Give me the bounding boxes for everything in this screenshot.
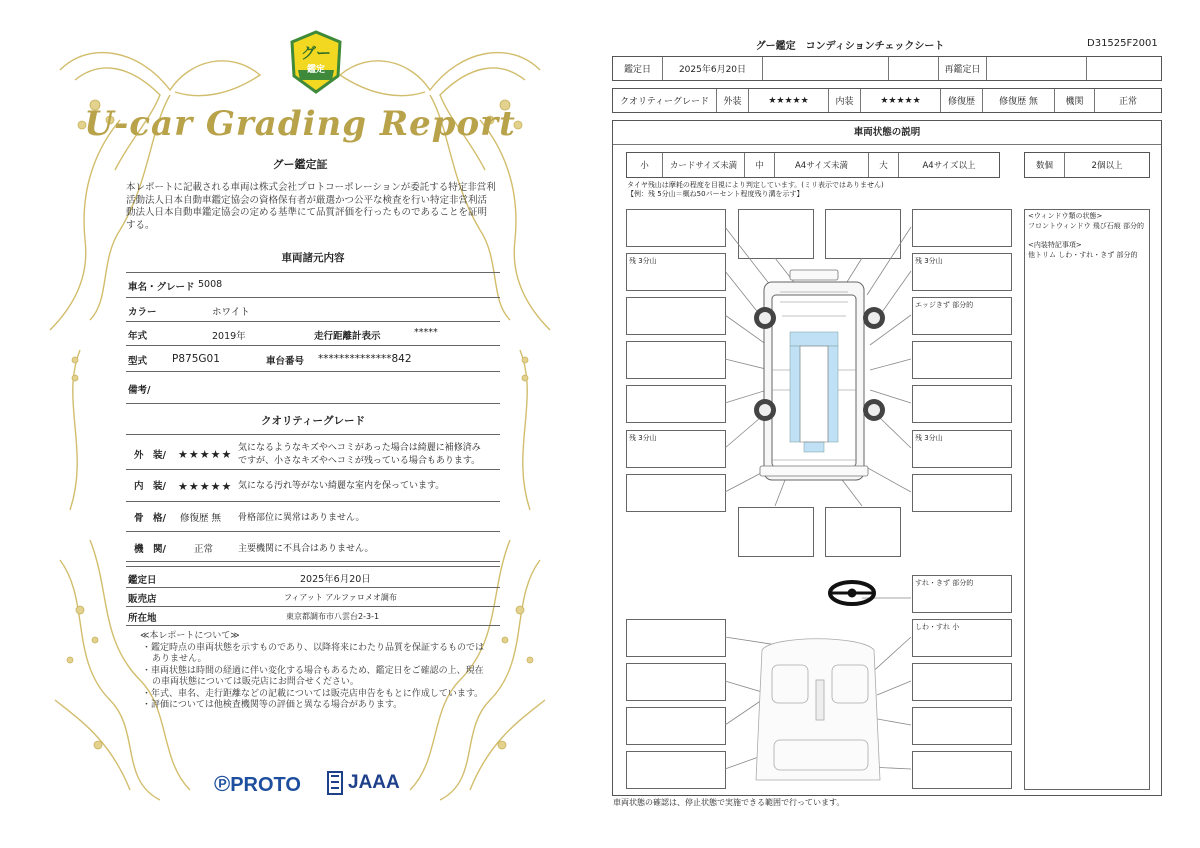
grade-exterior-desc-1: 気になるようなキズやヘコミがあった場合は綺麗に補修済み [238, 443, 481, 453]
footer-date-label: 鑑定日 [128, 575, 157, 586]
grade-section-title: クオリティーグレード [261, 415, 365, 427]
recheck-label: 再鑑定日 [939, 57, 987, 80]
grade-row-exterior [126, 434, 500, 470]
grade-table [612, 88, 1162, 113]
window-value: フロントウィンドウ 飛び石痕 部分的 [1028, 221, 1145, 230]
certificate-heading: グー鑑定証 [272, 158, 328, 171]
damage-box [626, 209, 726, 247]
footer-addr-label: 所在地 [128, 613, 157, 624]
report-title: U-car Grading Report [84, 104, 516, 144]
proto-p-icon: ℗ [214, 771, 231, 796]
damage-box [912, 341, 1012, 379]
tire-note-line-1: タイヤ残山は摩耗の程度を目視により判定しています。(ミリ表示ではありません) [627, 181, 884, 189]
damage-box [626, 707, 726, 745]
count-legend-table [1024, 152, 1150, 178]
jaaa-logo: JAAA [348, 772, 400, 793]
damage-box [626, 663, 726, 701]
footer-shop-value: フィアット アルファロメオ調布 [284, 593, 397, 602]
spec-chassis-value: **************842 [318, 353, 412, 365]
date-table [612, 56, 1162, 81]
badge-top-text: グー [300, 44, 331, 62]
grade-exterior-label: 外 装/ [134, 450, 166, 461]
note-item: ・鑑定時点の車両状態を示すものであり、以降将来にわたり品質を保証するものではありません。 [142, 642, 485, 664]
footer-row-date [126, 566, 500, 588]
grade-row-interior [126, 470, 500, 502]
condition-section-title: 車両状態の説明 [613, 121, 1161, 145]
grade-interior-stars: ★★★★★ [178, 480, 233, 493]
damage-box [912, 474, 1012, 512]
badge-bottom-text: 鑑定 [306, 65, 325, 75]
comments-panel [1024, 209, 1150, 790]
grade-row-engine [126, 532, 500, 562]
size-legend-table [626, 152, 1000, 178]
spec-year-label: 年式 [128, 331, 148, 342]
exterior-label: 外装 [717, 89, 749, 112]
report-notes [140, 631, 490, 712]
damage-box [738, 209, 814, 259]
grade-label: クオリティーグレード [613, 89, 717, 112]
vehicle-condition-frame [612, 120, 1162, 796]
grade-engine-desc: 主要機関に不具合はありません。 [238, 544, 374, 554]
damage-box-tire-fr: 残 3分山 [912, 253, 1012, 291]
footer-row-shop [126, 588, 500, 607]
engine-value: 正常 [1118, 97, 1137, 107]
damage-box [626, 341, 726, 379]
damage-box-seat: しわ・すれ 小 [912, 619, 1012, 657]
repair-label: 修復歴 [941, 89, 983, 112]
recheck-value [987, 57, 1087, 80]
interior-stars: ★★★★★ [861, 89, 941, 112]
spec-row-name [126, 272, 500, 298]
damage-box [626, 619, 726, 657]
damage-box-edge: エッジきず 部分的 [912, 297, 1012, 335]
damage-box-tire-fl: 残 3分山 [626, 253, 726, 291]
grade-engine-label: 機 関/ [134, 544, 166, 555]
footer-addr-value: 東京都調布市八雲台2-3-1 [286, 612, 380, 621]
damage-box [626, 385, 726, 423]
spec-mileage-label: 走行距離計表示 [314, 331, 381, 342]
spec-color-value: ホワイト [212, 307, 250, 318]
footer-date-value: 2025年6月20日 [300, 574, 371, 585]
size-small-desc: カードサイズ未満 [663, 153, 745, 177]
date-value: 2025年6月20日 [663, 57, 763, 80]
repair-value: 修復歴 無 [983, 89, 1055, 112]
damage-box [912, 707, 1012, 745]
count-value: 2個以上 [1091, 161, 1123, 171]
note-item: ・年式、車名、走行距離などの記載については販売店申告をもとに作成しています。 [142, 688, 484, 699]
spec-row-model [126, 346, 500, 372]
grade-frame-label: 骨 格/ [134, 513, 166, 524]
spec-color-label: カラー [128, 307, 157, 318]
damage-box [626, 474, 726, 512]
spec-row-year [126, 322, 500, 346]
date-label: 鑑定日 [613, 57, 663, 80]
proto-logo: ℗PROTO [214, 771, 301, 796]
sheet-title: グー鑑定 コンディションチェックシート [755, 41, 945, 52]
spec-section-title: 車両諸元内容 [281, 252, 345, 264]
date-blank [763, 57, 889, 80]
damage-box [825, 209, 901, 259]
footer-row-address [126, 607, 500, 626]
window-title: <ウィンドウ類の状態> [1028, 212, 1103, 220]
grade-frame-desc: 骨格部位に異常はありません。 [238, 513, 365, 523]
note-item: ・評価については他検査機関等の評価と異なる場合があります。 [142, 700, 403, 710]
exterior-stars: ★★★★★ [749, 89, 829, 112]
spec-row-color [126, 298, 500, 322]
grade-exterior-stars: ★★★★★ [178, 448, 233, 461]
interior-value: 他トリム しわ・すれ・きず 部分的 [1028, 250, 1138, 259]
spec-model-value: P875G01 [172, 353, 220, 365]
damage-box [626, 297, 726, 335]
spec-name-label: 車名・グレード [128, 282, 195, 293]
spec-year-value: 2019年 [212, 331, 246, 342]
grade-frame-value: 修復歴 無 [180, 513, 222, 524]
size-small: 小 [627, 153, 663, 177]
damage-box [912, 209, 1012, 247]
tire-note-line-2: 【例：残 5分山＝概ね50パーセント程度残り溝を示す】 [627, 190, 804, 198]
recheck-spacer [889, 57, 939, 80]
spec-chassis-label: 車台番号 [266, 356, 305, 367]
document-id: D31525F2001 [1087, 38, 1158, 49]
note-item: ・車両状態は時間の経過に伴い変化する場合もあるため、鑑定日をご確認の上、現在の車両状態については販売店にお問合せください。 [142, 665, 484, 687]
jaaa-emblem-icon [326, 770, 344, 796]
bottom-note: 車両状態の確認は、停止状態で実施できる範囲で行っています。 [613, 798, 845, 807]
grade-engine-value: 正常 [194, 544, 214, 555]
damage-box-steering: すれ・きず 部分的 [912, 575, 1012, 613]
certificate-text: 本レポートに記載される車両は株式会社プロトコーポレーションが委託する特定非営利活動法人日本自動車鑑定協会の資格保有者が厳選かつ公平な検査を行い特定非営利活動法人日本自動車鑑定協会の定める基準にて品質評価を行ったものであることを証明する。 [126, 182, 496, 231]
grade-interior-label: 内 装/ [134, 481, 166, 492]
footer-logos [214, 768, 414, 802]
damage-box [626, 751, 726, 789]
damage-box [912, 385, 1012, 423]
tire-note [627, 181, 884, 199]
notes-title: ≪本レポートについて≫ [140, 631, 240, 641]
engine-label: 機関 [1055, 89, 1095, 112]
size-mid: 中 [745, 153, 775, 177]
damage-box [825, 507, 901, 557]
spec-model-label: 型式 [128, 356, 148, 367]
condition-check-sheet [600, 0, 1200, 848]
footer-shop-label: 販売店 [128, 594, 157, 605]
spec-remarks-label: 備考/ [128, 385, 151, 396]
damage-box [912, 751, 1012, 789]
grade-interior-desc: 気になる汚れ等がない綺麗な室内を保っています。 [238, 481, 445, 491]
spec-mileage-value: ***** [414, 327, 438, 338]
interior-label: 内装 [829, 89, 861, 112]
size-large: 大 [869, 153, 899, 177]
grade-row-frame [126, 502, 500, 532]
size-mid-desc: A4サイズ未満 [775, 153, 869, 177]
size-large-desc: A4サイズ以上 [922, 161, 976, 171]
damage-box-tire-rr: 残 3分山 [912, 430, 1012, 468]
count-label: 数個 [1025, 153, 1065, 177]
spec-name-value: 5008 [198, 279, 223, 290]
damage-box [738, 507, 814, 557]
damage-box-tire-rl: 残 3分山 [626, 430, 726, 468]
recheck-blank [1087, 57, 1161, 80]
spec-row-remarks [126, 372, 500, 404]
interior-title: <内装特記事項> [1028, 241, 1082, 249]
grade-exterior-desc-2: ですが、小さなキズやヘコミが残っている場合もあります。 [238, 456, 481, 466]
damage-box [912, 663, 1012, 701]
